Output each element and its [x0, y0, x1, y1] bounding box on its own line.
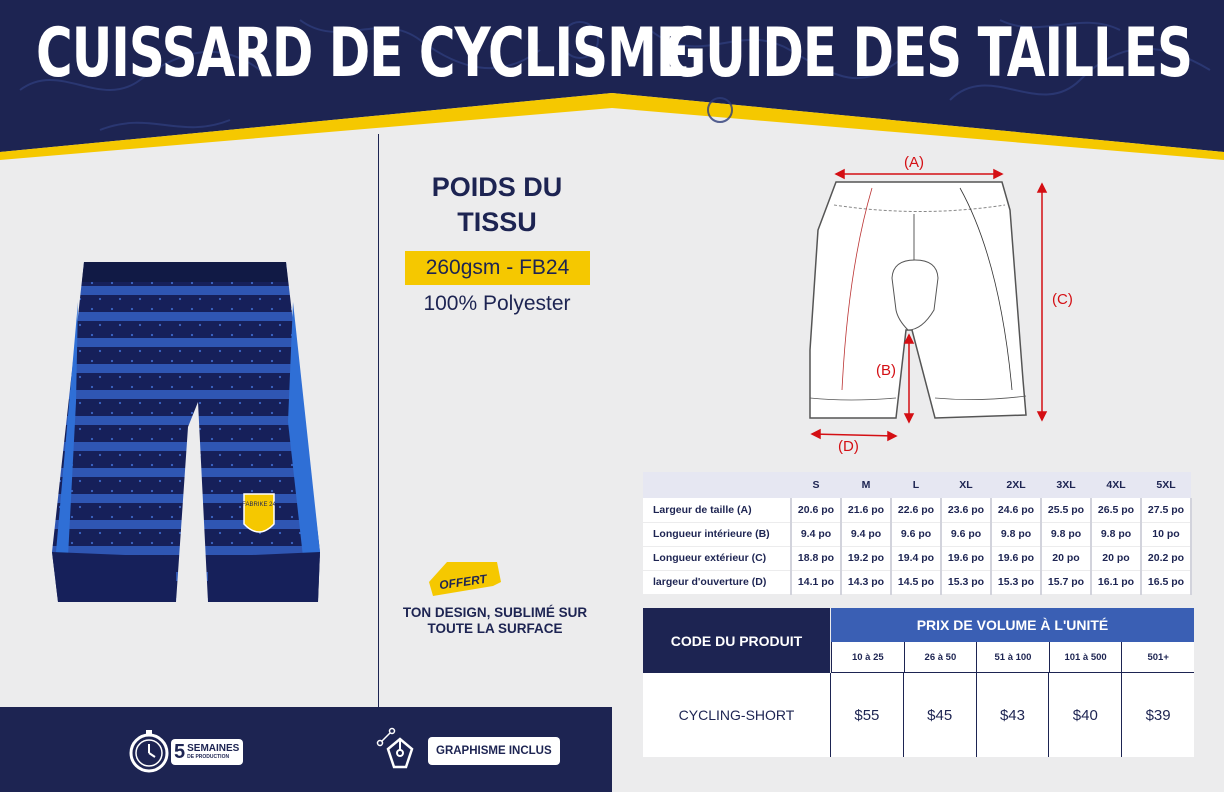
table-cell: 25.5 po: [1041, 498, 1091, 522]
table-cell: 15.3 po: [941, 570, 991, 594]
weeks-sublabel: DE PRODUCTION: [187, 753, 230, 760]
size-header: 5XL: [1141, 472, 1191, 498]
crest-icon: [244, 494, 274, 532]
table-cell: 14.1 po: [791, 570, 841, 594]
weeks-label: SEMAINES: [187, 742, 240, 754]
table-cell: 10 po: [1141, 522, 1191, 546]
price-cell: $43: [977, 673, 1050, 757]
offer-text: TON DESIGN, SUBLIMÉ SUR TOUTE LA SURFACE: [402, 605, 588, 636]
quantity-tier: 10 à 25: [831, 642, 904, 672]
fabric-code-badge: 260gsm - FB24: [405, 251, 590, 285]
table-cell: 18.8 po: [791, 546, 841, 570]
table-cell: 15.7 po: [1041, 570, 1091, 594]
design-included-feature: [376, 727, 560, 775]
table-cell: 9.4 po: [841, 522, 891, 546]
fabric-material: 100% Polyester: [423, 292, 571, 315]
table-cell: 14.5 po: [891, 570, 941, 594]
table-cell: 20 po: [1041, 546, 1091, 570]
label-a: (A): [904, 154, 924, 171]
footer-bar: [0, 707, 612, 792]
table-row: [643, 570, 1191, 594]
table-cell: 14.3 po: [841, 570, 891, 594]
table-cell: 20 po: [1091, 546, 1141, 570]
size-header: 2XL: [991, 472, 1041, 498]
offer-badge-text: OFFERT: [438, 571, 488, 593]
label-b: (B): [876, 362, 896, 379]
size-header: 4XL: [1091, 472, 1141, 498]
table-cell: 9.6 po: [891, 522, 941, 546]
size-table: [643, 472, 1192, 595]
row-label: largeur d'ouverture (D): [643, 570, 791, 594]
table-row: [643, 498, 1191, 522]
table-cell: 9.6 po: [941, 522, 991, 546]
size-header: L: [891, 472, 941, 498]
table-cell: 19.6 po: [941, 546, 991, 570]
product-code-header: CODE DU PRODUIT: [643, 608, 830, 673]
table-cell: 26.5 po: [1091, 498, 1141, 522]
row-label: Longueur intérieure (B): [643, 522, 791, 546]
label-c: (C): [1052, 291, 1073, 308]
table-cell: 9.8 po: [991, 522, 1041, 546]
table-cell: 20.2 po: [1141, 546, 1191, 570]
table-cell: 21.6 po: [841, 498, 891, 522]
measurement-diagram: [800, 150, 1080, 465]
weeks-number: 5: [174, 741, 186, 763]
pen-tool-icon: [376, 727, 426, 775]
production-time-feature: [127, 729, 243, 775]
table-cell: 15.3 po: [991, 570, 1041, 594]
size-header: XL: [941, 472, 991, 498]
row-label: Largeur de taille (A): [643, 498, 791, 522]
offer-badge: [425, 560, 505, 600]
table-cell: 23.6 po: [941, 498, 991, 522]
quantity-tier: 51 à 100: [976, 642, 1049, 672]
size-header-row: [643, 472, 1191, 498]
price-table: [643, 608, 1194, 757]
table-cell: 9.4 po: [791, 522, 841, 546]
size-header: M: [841, 472, 891, 498]
table-cell: 24.6 po: [991, 498, 1041, 522]
shorts-illustration: [48, 252, 328, 612]
price-cell: $40: [1049, 673, 1122, 757]
production-weeks-badge: [171, 739, 243, 765]
table-row: [643, 522, 1191, 546]
label-d: (D): [838, 438, 859, 455]
table-cell: 9.8 po: [1091, 522, 1141, 546]
vertical-divider: [378, 134, 379, 708]
price-cell: $39: [1145, 706, 1171, 724]
size-header: S: [791, 472, 841, 498]
product-code: CYCLING-SHORT: [643, 673, 831, 757]
table-cell: 9.8 po: [1041, 522, 1091, 546]
quantity-tiers-row: [831, 642, 1194, 673]
table-cell: 16.1 po: [1091, 570, 1141, 594]
size-header-corner: [643, 472, 791, 498]
table-row: [643, 546, 1191, 570]
table-cell: 20.6 po: [791, 498, 841, 522]
size-header: 3XL: [1041, 472, 1091, 498]
design-included-badge: GRAPHISME INCLUS: [428, 737, 560, 765]
table-cell: 22.6 po: [891, 498, 941, 522]
table-cell: 16.5 po: [1141, 570, 1191, 594]
table-cell: 19.4 po: [891, 546, 941, 570]
quantity-tier: 26 à 50: [904, 642, 977, 672]
stopwatch-icon: [127, 729, 173, 775]
page-title: CUISSARD DE CYCLISME: [36, 13, 690, 93]
table-cell: 27.5 po: [1141, 498, 1191, 522]
table-cell: 19.2 po: [841, 546, 891, 570]
quantity-tier: 501+: [1121, 642, 1194, 672]
fabric-weight-title: POIDS DU TISSU: [431, 172, 563, 237]
page-subtitle: GUIDE DES TAILLES: [665, 13, 1192, 93]
header-banner: [0, 0, 1224, 175]
row-label: Longueur extérieur (C): [643, 546, 791, 570]
price-row: [643, 673, 1194, 757]
price-cell: $45: [904, 673, 977, 757]
table-cell: 19.6 po: [991, 546, 1041, 570]
price-cell: $55: [831, 673, 904, 757]
volume-price-header: PRIX DE VOLUME À L'UNITÉ: [831, 608, 1194, 642]
crest-text: FABRIKE 24: [242, 502, 276, 508]
quantity-tier: 101 à 500: [1049, 642, 1122, 672]
